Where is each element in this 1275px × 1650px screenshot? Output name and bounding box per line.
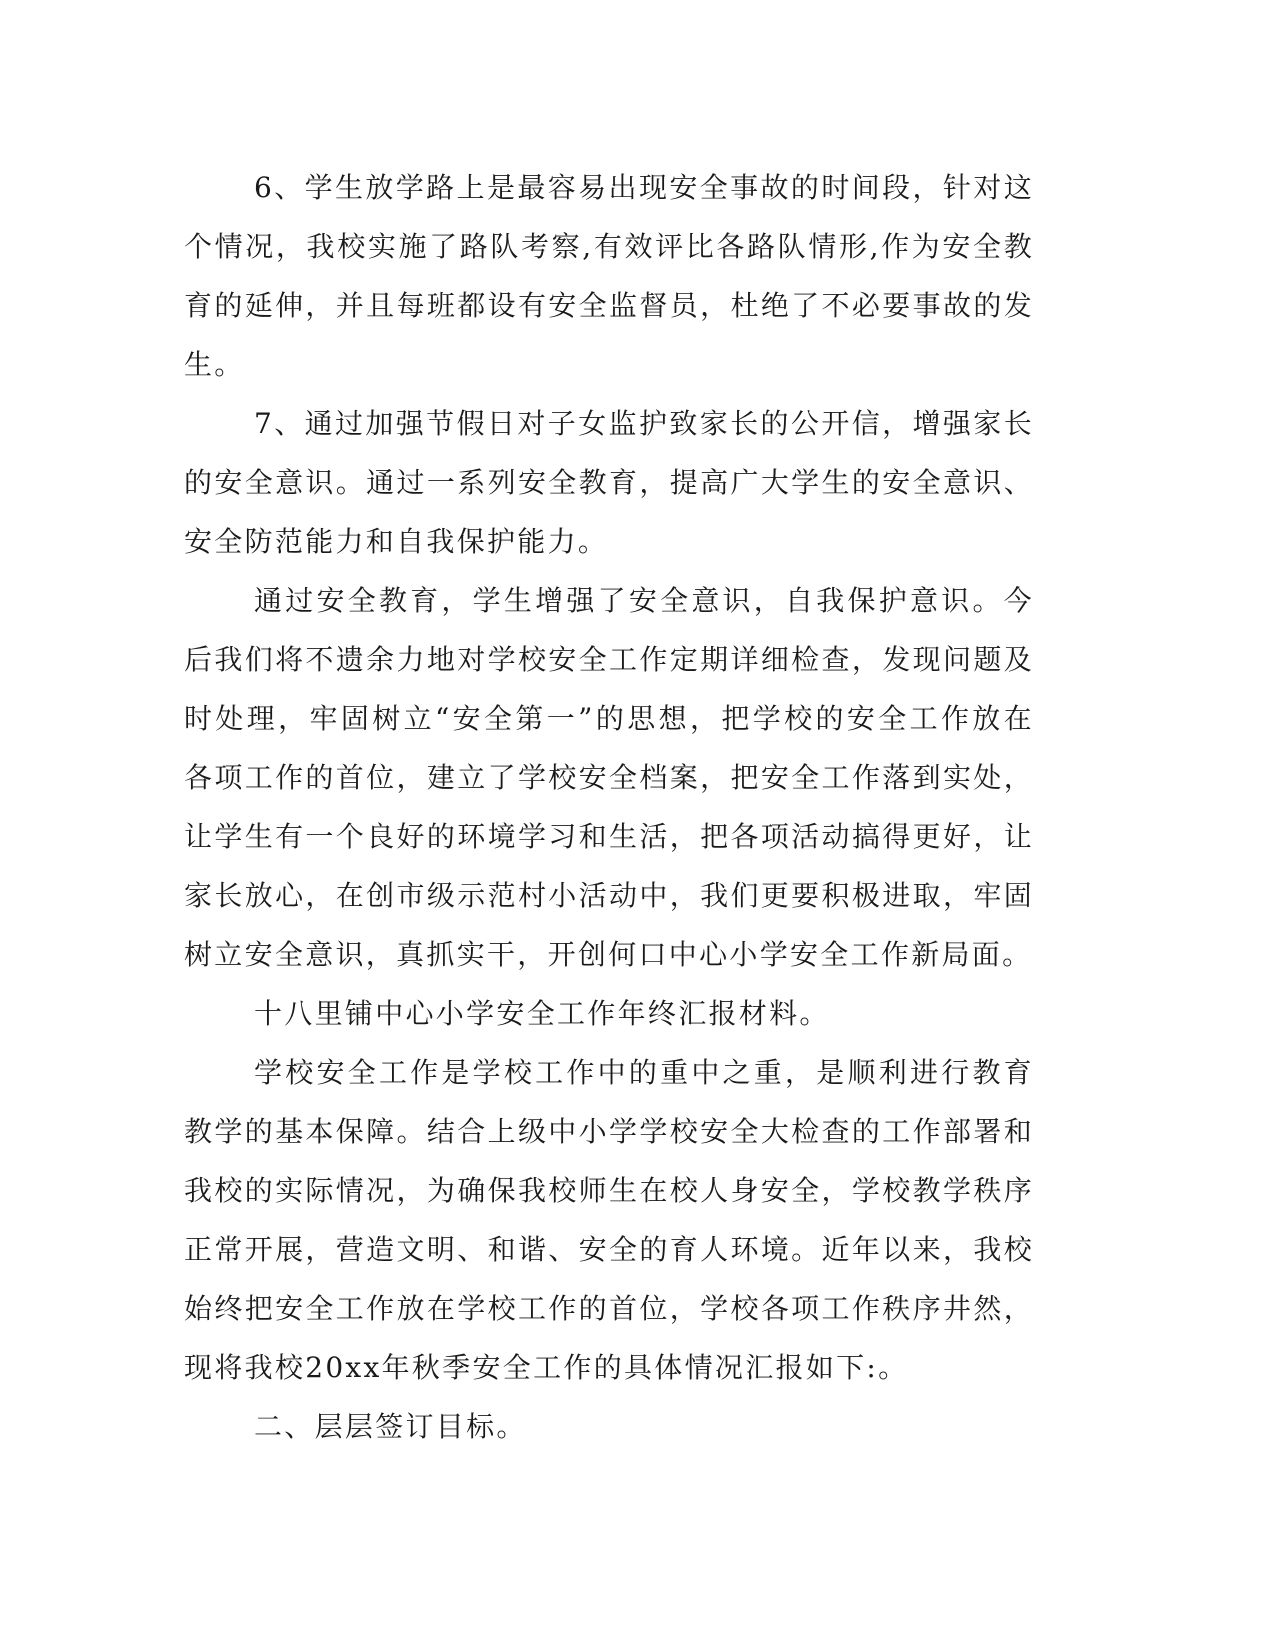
paragraph-7-parent-letter: 7、通过加强节假日对子女监护致家长的公开信，增强家长的安全意识。通过一系列安全教育，提高广大学生的安全意识、安全防范能力和自我保护能力。 xyxy=(184,407,1034,558)
paragraph-6-commute-safety: 6、学生放学路上是最容易出现安全事故的时间段，针对这个情况，我校实施了路队考察,有效评比各路队情形,作为安全教育的延伸，并且每班都设有安全监督员，杜绝了不必要事故的发生。 xyxy=(184,171,1034,381)
document-body xyxy=(184,158,1034,1456)
paragraph-report-title: 十八里铺中心小学安全工作年终汇报材料。 xyxy=(254,997,830,1030)
section-heading-two: 二、层层签订目标。 xyxy=(254,1410,527,1443)
paragraph-conclusion: 通过安全教育，学生增强了安全意识，自我保护意识。今后我们将不遗余力地对学校安全工作定期详细检查，发现问题及时处理，牢固树立“安全第一”的思想，把学校的安全工作放在各项工作的首位，建立了学校安全档案，把安全工作落到实处，让学生有一个良好的环境学习和生活，把各项活动搞得更好，让家长放心，在创市级示范村小活动中，我们更要积极进取，牢固树立安全意识，真抓实干，开创何口中心小学安全工作新局面。 xyxy=(184,584,1034,971)
paragraph-introduction: 学校安全工作是学校工作中的重中之重，是顺利进行教育教学的基本保障。结合上级中小学学校安全大检查的工作部署和我校的实际情况，为确保我校师生在校人身安全，学校教学秩序正常开展，营造文明、和谐、安全的育人环境。近年以来，我校始终把安全工作放在学校工作的首位，学校各项工作秩序井然，现将我校20xx年秋季安全工作的具体情况汇报如下:。 xyxy=(184,1056,1034,1384)
